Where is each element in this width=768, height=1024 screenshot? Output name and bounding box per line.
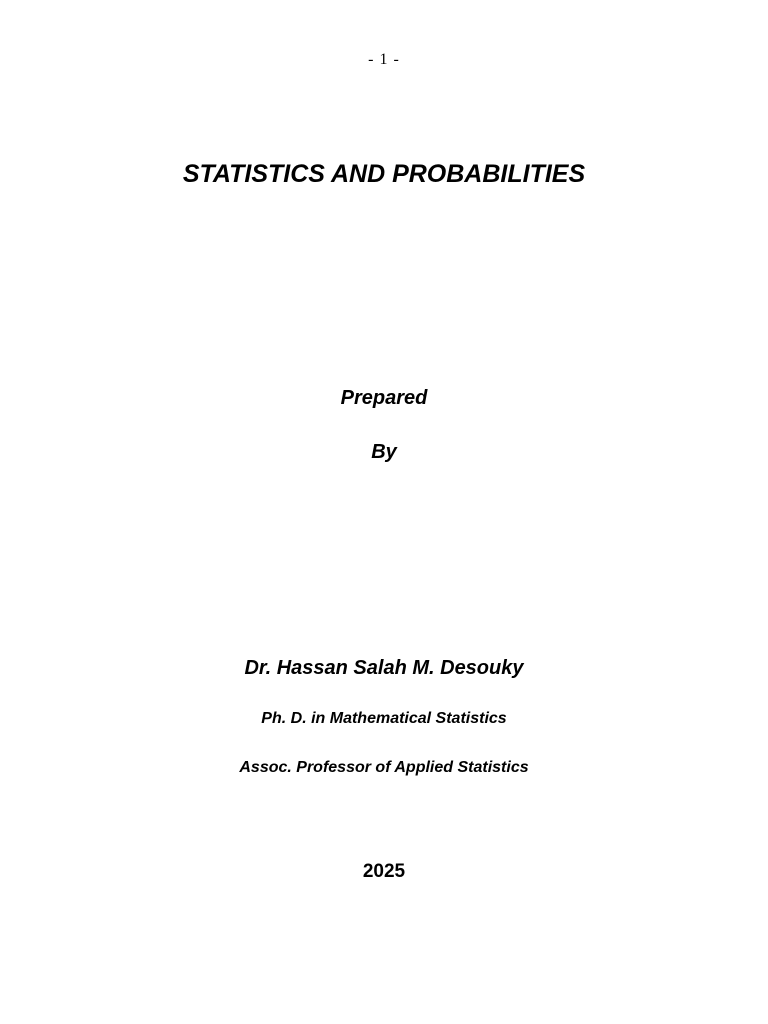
by-label: By <box>371 441 397 463</box>
author-position: Assoc. Professor of Applied Statistics <box>239 759 529 776</box>
prepared-label: Prepared <box>340 387 428 409</box>
author-degree: Ph. D. in Mathematical Statistics <box>261 710 507 727</box>
author-name: Dr. Hassan Salah M. Desouky <box>244 657 524 679</box>
publication-year: 2025 <box>362 861 406 882</box>
document-title: STATISTICS AND PROBABILITIES <box>182 160 586 188</box>
page-number: - 1 - <box>368 51 400 68</box>
